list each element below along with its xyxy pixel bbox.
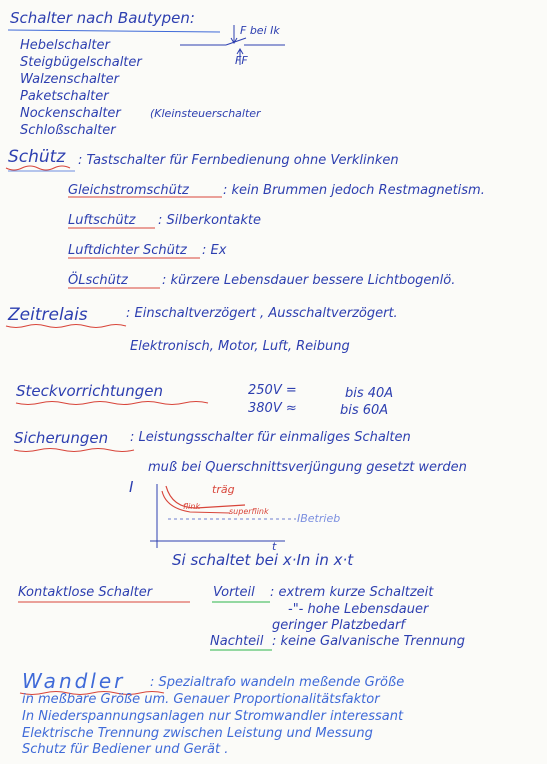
steck-voltage: 250V = [248, 383, 297, 398]
steck-range: bis 60A [340, 403, 389, 418]
bautyp-item: Hebelschalter [20, 38, 110, 53]
sketch-label-bottom: FF [235, 54, 248, 67]
bautyp-item: Paketschalter [20, 89, 109, 104]
vorteil-item: geringer Platzbedarf [272, 618, 405, 633]
wandler-line: In Niederspannungsanlagen nur Stromwandler interessant [22, 709, 404, 724]
graph-y-label: I [129, 478, 134, 496]
nachteil-label: Nachteil [210, 634, 264, 649]
curve-label-traeg: träg [212, 483, 235, 496]
schuetz-term-desc: : Silberkontakte [158, 213, 261, 228]
steck-voltage: 380V ≈ [248, 401, 297, 416]
wandler-line: in meßbare Größe um. Genauer Proportionalitätsfaktor [22, 692, 380, 707]
bautyp-item: Schloßschalter [20, 123, 116, 138]
schuetz-title: Schütz [8, 147, 66, 167]
wandler-line: : Spezialtrafo wandeln meßende Größe [150, 675, 405, 690]
underline-sicherungen [14, 449, 134, 452]
bautyp-item: Nockenschalter [20, 106, 121, 121]
bautypen-heading: Schalter nach Bautypen: [10, 9, 195, 27]
wandler-line: Schutz für Bediener und Gerät . [22, 742, 229, 757]
sketch-label-top: F bei Ik [240, 24, 280, 37]
sicherungen-line2: muß bei Querschnittsverjüngung gesetzt werden [148, 460, 467, 475]
nachteil-item: : keine Galvanische Trennung [272, 634, 465, 649]
sicherungen-schaltet: Si schaltet bei x·In in x·t [172, 551, 354, 569]
curve-label-superflink: superflink [229, 507, 269, 516]
steck-title: Steckvorrichtungen [16, 382, 164, 400]
vorteil-item: -"- hohe Lebensdauer [288, 602, 429, 617]
wandler-title: Wandler [22, 669, 126, 693]
schuetz-term: Luftschütz [68, 213, 136, 228]
wandler-line: Elektrische Trennung zwischen Leistung und Messung [22, 726, 373, 741]
underline-steck [16, 402, 208, 405]
graph-x-label: t [272, 540, 277, 553]
curve-label-flink: flink [183, 502, 201, 511]
sicherungen-title: Sicherungen [14, 429, 109, 447]
zeitrelais-types: Elektronisch, Motor, Luft, Reibung [130, 339, 350, 354]
ibetrieb-label: IBetrieb [297, 512, 341, 525]
schuetz-term: Gleichstromschütz [68, 183, 189, 198]
zeitrelais-title: Zeitrelais [8, 305, 88, 325]
schuetz-desc: : Tastschalter für Fernbedienung ohne Verklinken [78, 153, 399, 168]
bautyp-item: Walzenschalter [20, 72, 119, 87]
vorteil-item: : extrem kurze Schaltzeit [270, 585, 434, 600]
kontaktlos-title: Kontaktlose Schalter [18, 585, 153, 600]
schuetz-term: Luftdichter Schütz [68, 243, 187, 258]
schuetz-term-desc: : kürzere Lebensdauer bessere Lichtbogenlö. [162, 273, 456, 288]
vorteil-label: Vorteil [213, 585, 255, 600]
sicherungen-desc: : Leistungsschalter für einmaliges Schalten [130, 430, 411, 445]
schuetz-term-desc: : Ex [202, 243, 227, 258]
bautyp-item: Steigbügelschalter [20, 55, 142, 70]
schuetz-term-desc: : kein Brummen jedoch Restmagnetism. [223, 183, 485, 198]
schuetz-term: ÖLschütz [68, 273, 128, 288]
underline-bautypen [8, 30, 220, 32]
nocken-note: (Kleinsteuerschalter [150, 107, 261, 120]
steck-range: bis 40A [345, 386, 394, 401]
zeitrelais-desc: : Einschaltverzögert , Ausschaltverzögert. [126, 306, 398, 321]
